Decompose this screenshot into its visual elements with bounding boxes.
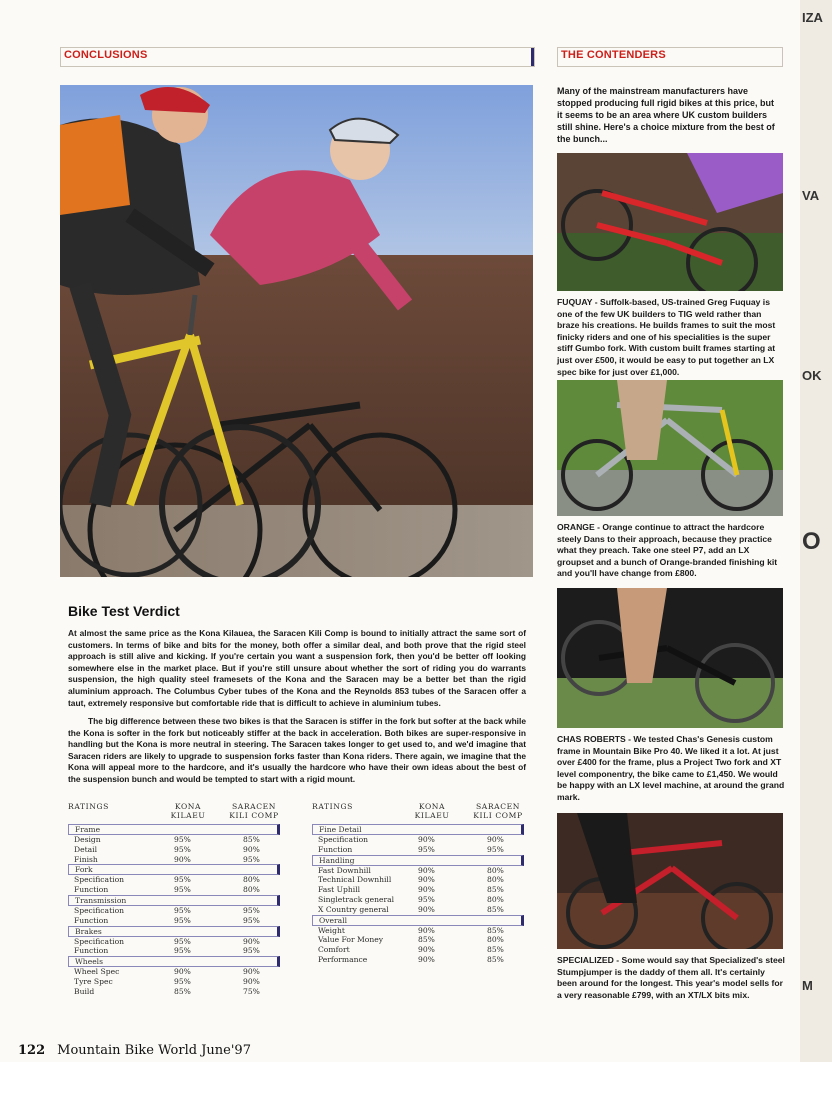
ratings-group-heading: Frame: [68, 824, 280, 835]
ratings-value-saracen: 90%: [243, 967, 260, 977]
ratings-row: [312, 875, 524, 885]
ratings-group: [68, 824, 280, 864]
orange-illustration: [557, 380, 783, 516]
ratings-row: [312, 885, 524, 895]
ratings-value-kona: 95%: [174, 905, 191, 915]
ratings-row: [312, 955, 524, 965]
ratings-row: [312, 866, 524, 876]
ratings-value-kona: 85%: [418, 935, 435, 945]
ratings-group: [312, 915, 524, 965]
ratings-row-label: Finish: [74, 854, 98, 864]
ratings-row: [68, 885, 280, 895]
ratings-group: [68, 956, 280, 996]
ratings-row-label: Fast Downhill: [318, 865, 371, 875]
ratings-left-col1: KONA KILAEU: [170, 802, 206, 820]
ratings-row-label: Tyre Spec: [74, 976, 113, 986]
edge-text-1: IZA: [802, 10, 823, 25]
page-number: 122: [18, 1043, 46, 1058]
main-riders-photo: [60, 85, 533, 577]
ratings-value-saracen: 95%: [243, 946, 260, 956]
ratings-value-kona: 95%: [418, 894, 435, 904]
ratings-row-label: Detail: [74, 844, 98, 854]
ratings-value-kona: 90%: [174, 854, 191, 864]
conclusions-label: CONCLUSIONS: [64, 49, 148, 61]
ratings-value-saracen: 90%: [243, 936, 260, 946]
verdict-paragraph-1: At almost the same price as the Kona Kilauea, the Saracen Kili Comp is bound to initially attract the same sort of customers. In terms of bike and bits for the money, both offer a similar deal, and both prove that the rigid steel approach is still alive and kicking. If you're certain you want a suspension fork, then you'd be better off looking somewhere else in the market place. But if you're still unsure about whether the sort of riding you do warrants suspension, the high quality steel framesets of the Kona and the Saracen may be a better bet than the rigid aluminium approach. The Columbus Cyber tubes of the Kona and the Reynolds 853 tubes of the Saracen offer a taut, extremely responsive but comfortable ride that is difficult to achieve in aluminium tubes.: [68, 628, 526, 708]
ratings-row: [312, 845, 524, 855]
verdict-paragraph-2: The big difference between these two bikes is that the Saracen is stiffer in the fork but softer at the back while the Kona is softer in the fork but noticeably stiffer at the back in acceleration. Both bikes are super-responsive in handling but the Kona is more neutral in steering. The Saracen takes longer to get used to, and we'd imagine that Saracen riders are likely to upgrade to suspension forks faster than Kona riders. There again, we imagine that the Kona will appeal more to the hardcore, and it's usually the hardcore who have their own ideas about the best of the suspension bunch and would be tempted to start with a rigid mount.: [68, 716, 526, 784]
ratings-row-label: Specification: [74, 936, 125, 946]
ratings-row-label: Design: [74, 835, 101, 844]
ratings-value-kona: 90%: [418, 885, 435, 895]
ratings-row-label: Performance: [318, 954, 368, 964]
ratings-value-kona: 90%: [418, 925, 435, 935]
ratings-value-kona: 95%: [174, 844, 191, 854]
ratings-row-label: Wheel Spec: [74, 967, 120, 977]
ratings-value-kona: 95%: [174, 936, 191, 946]
ratings-value-saracen: 90%: [487, 835, 504, 844]
ratings-group-heading: Brakes: [68, 926, 280, 937]
ratings-value-saracen: 80%: [487, 894, 504, 904]
ratings-value-kona: 90%: [418, 835, 435, 844]
contenders-header: [557, 47, 783, 67]
ratings-value-saracen: 80%: [487, 875, 504, 885]
ratings-value-saracen: 75%: [243, 986, 260, 996]
ratings-right-col2: SARACEN KILI COMP: [473, 802, 523, 820]
ratings-row-label: Function: [74, 915, 109, 925]
header-rule: [531, 48, 534, 66]
scan-margin: [0, 1062, 832, 1120]
ratings-value-kona: 90%: [418, 945, 435, 955]
edge-text-5: M: [802, 978, 813, 993]
ratings-row-label: Build: [74, 986, 95, 996]
ratings-row: [68, 845, 280, 855]
ratings-row-label: Comfort: [318, 945, 350, 955]
ratings-value-kona: 95%: [174, 885, 191, 895]
ratings-value-saracen: 95%: [243, 915, 260, 925]
edge-text-3: OK: [802, 368, 822, 383]
ratings-group: [312, 824, 524, 855]
ratings-table-left: [68, 802, 280, 997]
ratings-value-saracen: 85%: [487, 904, 504, 914]
chas-roberts-photo: [557, 588, 783, 728]
ratings-row: [68, 967, 280, 977]
ratings-row-label: Technical Downhill: [318, 875, 392, 885]
ratings-right-col1: KONA KILAEU: [414, 802, 450, 820]
ratings-group-heading: Overall: [312, 915, 524, 926]
ratings-row-label: Singletrack general: [318, 894, 395, 904]
ratings-value-kona: 95%: [418, 844, 435, 854]
ratings-row-label: Value For Money: [318, 935, 384, 945]
ratings-value-saracen: 90%: [243, 976, 260, 986]
ratings-row-label: Function: [318, 844, 353, 854]
fuquay-caption: FUQUAY - Suffolk-based, US-trained Greg Fuquay is one of the few UK builders to TIG weld rather than braze his creations. He builds frames to suit the most finicky riders and one of his specialities is the super stiff Gumbo fork. With custom built frames starting at just over £500, it would be easy to put together an LX spec bike for just over £1,000.: [557, 297, 776, 377]
next-page-edge: [800, 0, 832, 1062]
ratings-group: [68, 864, 280, 895]
specialized-photo: [557, 813, 783, 949]
ratings-value-saracen: 85%: [487, 954, 504, 964]
ratings-row-label: Specification: [318, 835, 369, 844]
ratings-row-label: Function: [74, 946, 109, 956]
ratings-group-heading: Wheels: [68, 956, 280, 967]
ratings-table-right: [312, 802, 524, 965]
ratings-group-heading: Handling: [312, 855, 524, 866]
ratings-value-saracen: 90%: [243, 844, 260, 854]
ratings-group: [68, 895, 280, 926]
ratings-value-saracen: 85%: [243, 835, 260, 844]
ratings-value-kona: 85%: [174, 986, 191, 996]
fuquay-photo: [557, 153, 783, 291]
ratings-row-label: Function: [74, 885, 109, 895]
ratings-value-saracen: 95%: [243, 854, 260, 864]
ratings-row: [68, 937, 280, 947]
ratings-row-label: X Country general: [318, 904, 389, 914]
ratings-value-kona: 95%: [174, 915, 191, 925]
orange-photo: [557, 380, 783, 516]
conclusions-header: [60, 47, 535, 67]
ratings-row: [68, 987, 280, 997]
ratings-row: [68, 946, 280, 956]
ratings-row: [312, 935, 524, 945]
page-footer: [18, 1043, 251, 1058]
ratings-value-kona: 90%: [418, 904, 435, 914]
ratings-group-heading: Transmission: [68, 895, 280, 906]
ratings-value-kona: 90%: [418, 954, 435, 964]
ratings-row: [68, 906, 280, 916]
ratings-value-saracen: 85%: [487, 885, 504, 895]
ratings-group-heading: Fine Detail: [312, 824, 524, 835]
ratings-row: [312, 905, 524, 915]
magazine-issue: Mountain Bike World June'97: [57, 1043, 251, 1058]
ratings-left-header: [68, 802, 280, 824]
contenders-intro: Many of the mainstream manufacturers have stopped producing full rigid bikes at this price, but it seems to be an area where UK custom builders still shine. Here's a choice mixture from the best of the bunch...: [557, 86, 775, 144]
ratings-row: [312, 835, 524, 845]
ratings-value-saracen: 80%: [487, 865, 504, 875]
riders-illustration: [60, 85, 533, 577]
ratings-value-saracen: 85%: [487, 945, 504, 955]
orange-caption: ORANGE - Orange continue to attract the hardcore steely Dans to their approach, because they practice what they preach. Take one steel P7, add an LX groupset and a bunch of Orange-branded finishing kit and you'll have change from £800.: [557, 522, 778, 579]
edge-text-4: O: [802, 528, 821, 555]
ratings-group-heading: Fork: [68, 864, 280, 875]
ratings-row: [312, 926, 524, 936]
verdict-title: Bike Test Verdict: [68, 603, 180, 619]
ratings-row-label: Specification: [74, 905, 125, 915]
ratings-value-saracen: 95%: [487, 844, 504, 854]
ratings-group: [68, 926, 280, 957]
ratings-value-kona: 95%: [174, 835, 191, 844]
ratings-row-label: Fast Uphill: [318, 885, 361, 895]
ratings-row: [312, 945, 524, 955]
ratings-row-label: Specification: [74, 875, 125, 885]
ratings-right-header: [312, 802, 524, 824]
ratings-value-saracen: 80%: [487, 935, 504, 945]
ratings-row: [68, 835, 280, 845]
specialized-illustration: [557, 813, 783, 949]
ratings-row: [312, 895, 524, 905]
ratings-row: [68, 916, 280, 926]
contenders-label: THE CONTENDERS: [561, 49, 666, 61]
ratings-value-saracen: 80%: [243, 875, 260, 885]
ratings-left-title: RATINGS: [68, 802, 109, 811]
edge-text-2: VA: [802, 188, 820, 203]
ratings-right-title: RATINGS: [312, 802, 353, 811]
ratings-value-saracen: 95%: [243, 905, 260, 915]
chas-roberts-caption: CHAS ROBERTS - We tested Chas's Genesis custom frame in Mountain Bike Pro 40. We liked it a lot. At just over £400 for the frame, plus a Project Two fork and XT level componentry, the bike came to £1,450. We would be happy with an LX level machine, at around the grand mark.: [557, 734, 785, 802]
ratings-group: [312, 855, 524, 915]
ratings-row: [68, 855, 280, 865]
ratings-value-saracen: 85%: [487, 925, 504, 935]
chas-roberts-illustration: [557, 588, 783, 728]
ratings-row: [68, 875, 280, 885]
ratings-row-label: Weight: [318, 925, 345, 935]
ratings-value-kona: 95%: [174, 946, 191, 956]
fuquay-illustration: [557, 153, 783, 291]
ratings-value-kona: 95%: [174, 875, 191, 885]
ratings-value-kona: 90%: [174, 967, 191, 977]
ratings-value-saracen: 80%: [243, 885, 260, 895]
ratings-value-kona: 90%: [418, 865, 435, 875]
specialized-caption: SPECIALIZED - Some would say that Specialized's steel Stumpjumper is the daddy of them all. It's certainly been around for the longest. This year's model sells for a very reasonable £799, with an XT/LX bits mix.: [557, 955, 785, 1000]
ratings-value-kona: 90%: [418, 875, 435, 885]
ratings-value-kona: 95%: [174, 976, 191, 986]
ratings-left-col2: SARACEN KILI COMP: [229, 802, 279, 820]
ratings-row: [68, 977, 280, 987]
